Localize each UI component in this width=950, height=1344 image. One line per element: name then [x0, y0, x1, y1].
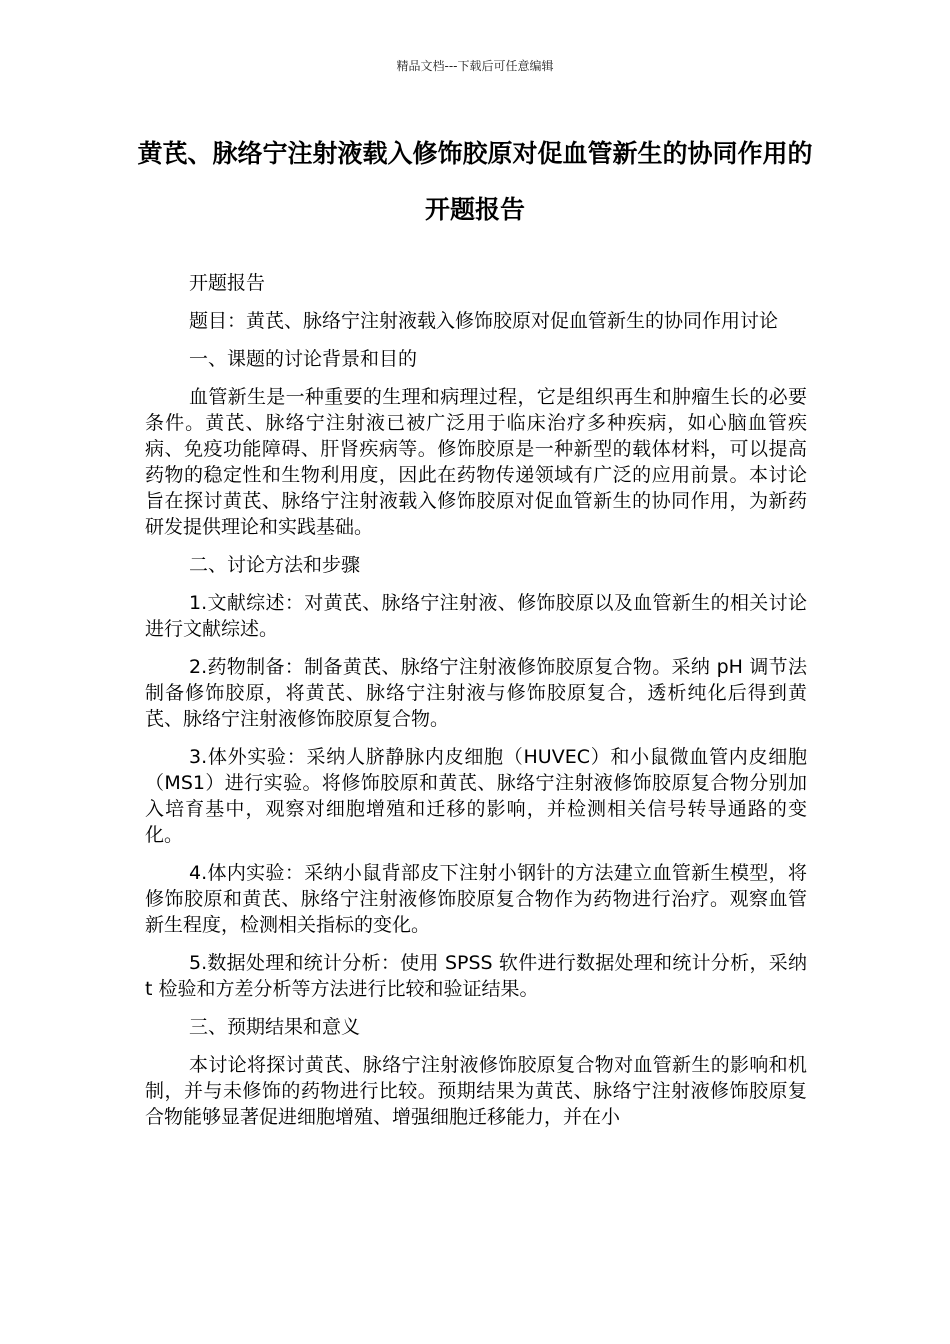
background-paragraph: 血管新生是一种重要的生理和病理过程，它是组织再生和肿瘤生长的必要条件。黄芪、脉络宁注射液已被广泛用于临床治疗多种疾病，如心脑血管疾病、免疫功能障碍、肝肾疾病等。修饰胶原是一种新型的载体材料，可以提高药物的稳定性和生物利用度，因此在药物传递领域有广泛的应用前景。本讨论旨在探讨黄芪、脉络宁注射液载入修饰胶原对促血管新生的协同作用，为新药研发提供理论和实践基础。: [145, 386, 807, 538]
method-step-in-vitro: 3.体外实验：采纳人脐静脉内皮细胞（HUVEC）和小鼠微血管内皮细胞（MS1）进行实验。将修饰胶原和黄芪、脉络宁注射液修饰胶原复合物分别加入培育基中，观察对细胞增殖和迁移的影响，并检测相关信号转导通路的变化。: [145, 746, 807, 846]
header-note: 精品文档---下载后可任意编辑: [396, 59, 554, 73]
document-title: 黄芪、脉络宁注射液载入修饰胶原对促血管新生的协同作用的开题报告: [137, 139, 813, 224]
topic-paragraph: 题目：黄芪、脉络宁注射液载入修饰胶原对促血管新生的协同作用讨论: [189, 310, 779, 332]
method-step-preparation: 2.药物制备：制备黄芪、脉络宁注射液修饰胶原复合物。采纳 pH 调节法制备修饰胶原，将黄芪、脉络宁注射液与修饰胶原复合，透析纯化后得到黄芪、脉络宁注射液修饰胶原复合物。: [145, 656, 807, 730]
method-step-statistics: 5.数据处理和统计分析：使用 SPSS 软件进行数据处理和统计分析，采纳 t 检验和方差分析等方法进行比较和验证结果。: [145, 952, 807, 1000]
results-paragraph: 本讨论将探讨黄芪、脉络宁注射液修饰胶原复合物对血管新生的影响和机制，并与未修饰的药物进行比较。预期结果为黄芪、脉络宁注射液修饰胶原复合物能够显著促进细胞增殖、增强细胞迁移能力，并在小: [145, 1054, 807, 1128]
section-heading-background: 一、课题的讨论背景和目的: [189, 348, 418, 370]
document-body: [145, 270, 807, 1142]
report-label: 开题报告: [189, 272, 266, 294]
section-heading-results: 三、预期结果和意义: [189, 1016, 361, 1038]
method-step-literature: 1.文献综述：对黄芪、脉络宁注射液、修饰胶原以及血管新生的相关讨论进行文献综述。: [145, 592, 807, 640]
method-step-in-vivo: 4.体内实验：采纳小鼠背部皮下注射小钢针的方法建立血管新生模型，将修饰胶原和黄芪、脉络宁注射液修饰胶原复合物作为药物进行治疗。观察血管新生程度，检测相关指标的变化。: [145, 862, 807, 936]
section-heading-methods: 二、讨论方法和步骤: [189, 554, 361, 576]
